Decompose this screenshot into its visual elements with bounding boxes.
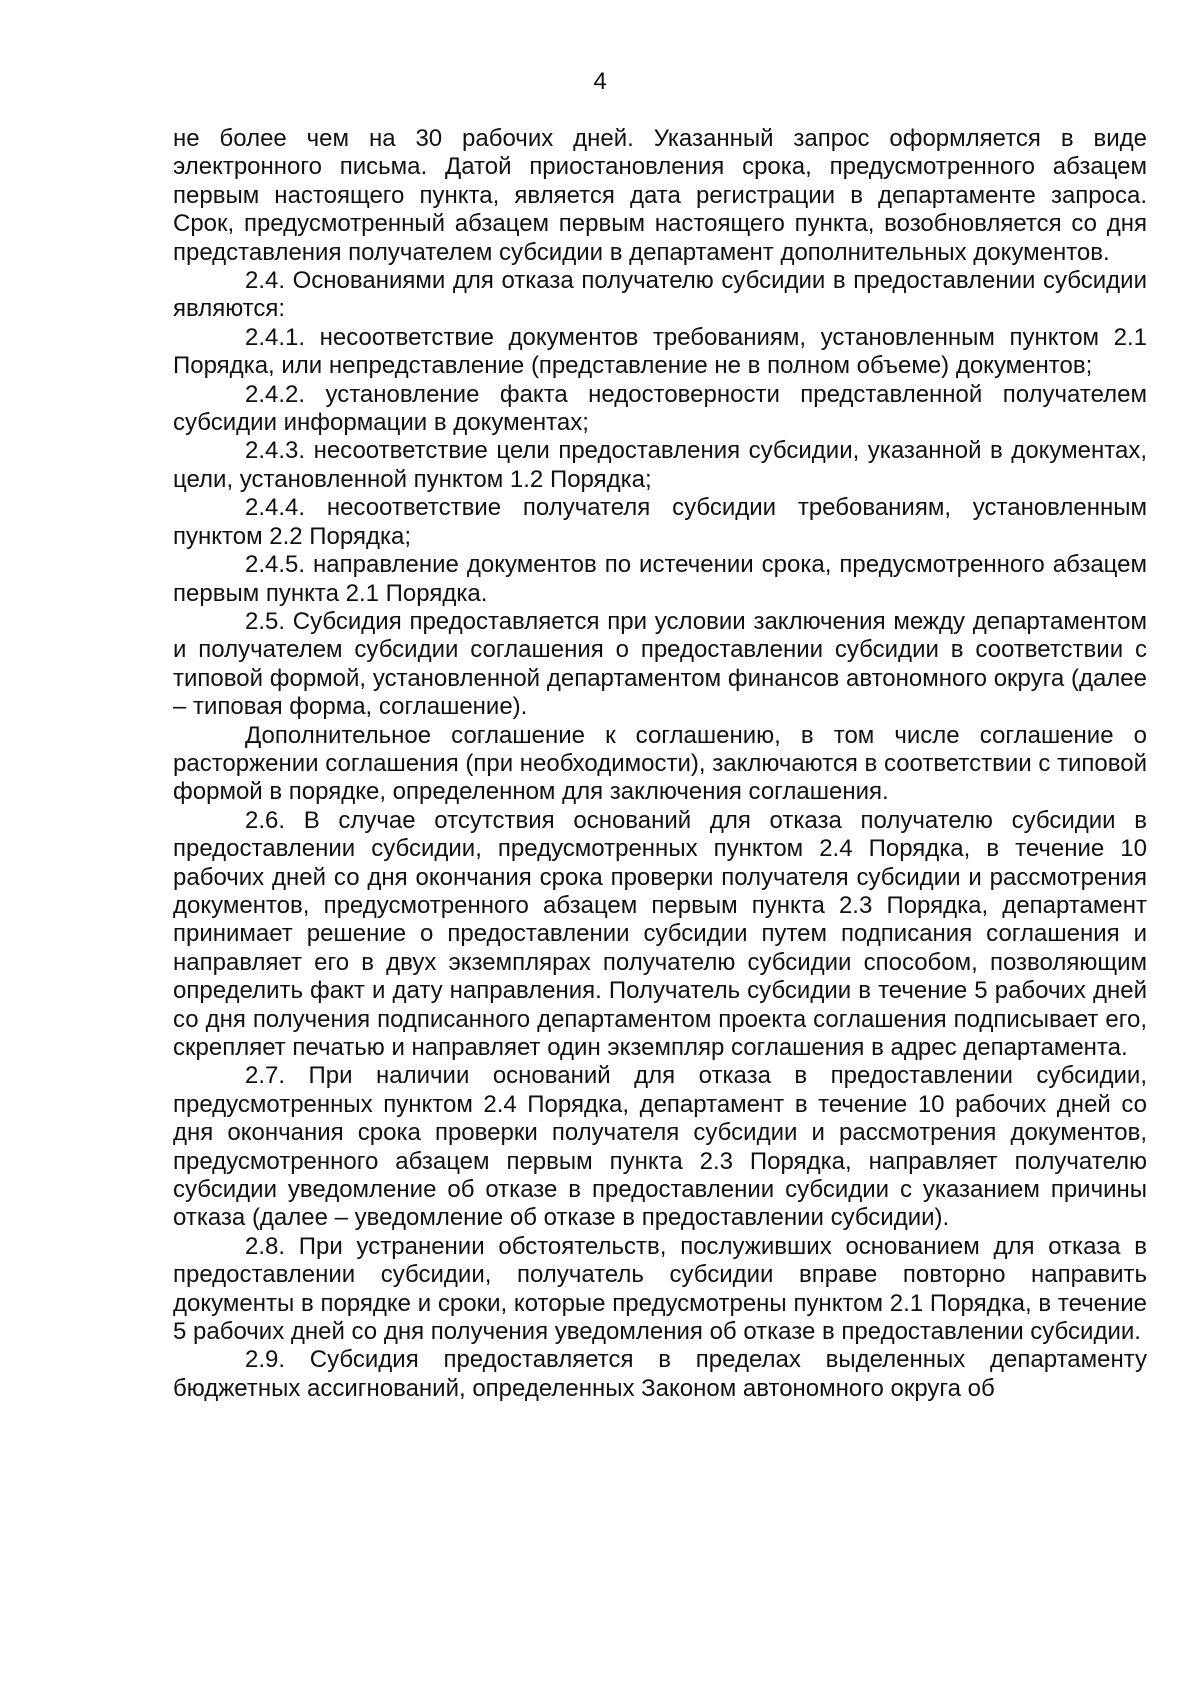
paragraph-2-5: 2.5. Субсидия предоставляется при условии заключения между департаментом и получателем субсидии соглашения о предоставлении субсидии в соответствии с типовой формой, установленной департаментом финансов автономного округа (далее – типовая форма, соглашение). [173,607,1147,721]
paragraph-continuation: не более чем на 30 рабочих дней. Указанный запрос оформляется в виде электронного письма. Датой приостановления срока, предусмотренного абзацем первым настоящего пункта, является дата регистрации в департаменте запроса. Срок, предусмотренный абзацем первым настоящего пункта, возобновляется со дня представления получателем субсидии в департамент дополнительных документов. [173,125,1147,266]
paragraph-2-4-4: 2.4.4. несоответствие получателя субсидии требованиям, установленным пунктом 2.2 Порядка; [173,494,1147,550]
paragraph-2-4-3: 2.4.3. несоответствие цели предоставления субсидии, указанной в документах, цели, установленной пунктом 1.2 Порядка; [173,437,1147,493]
document-body [173,125,1147,1403]
paragraph-2-9: 2.9. Субсидия предоставляется в пределах выделенных департаменту бюджетных ассигнований, определенных Законом автономного округа об [173,1346,1147,1402]
paragraph-2-8: 2.8. При устранении обстоятельств, послуживших основанием для отказа в предоставлении субсидии, получатель субсидии вправе повторно направить документы в порядке и сроки, которые предусмотрены пунктом 2.1 Порядка, в течение 5 рабочих дней со дня получения уведомления об отказе в предоставлении субсидии. [173,1232,1147,1346]
paragraph-2-4-2: 2.4.2. установление факта недостоверности представленной получателем субсидии информации в документах; [173,380,1147,437]
paragraph-2-7: 2.7. При наличии оснований для отказа в предоставлении субсидии, предусмотренных пунктом 2.4 Порядка, департамент в течение 10 рабочих дней со дня окончания срока проверки получателя субсидии и рассмотрения документов, предусмотренного абзацем первым пункта 2.3 Порядка, направляет получателю субсидии уведомление об отказе в предоставлении субсидии с указанием причины отказа (далее – уведомление об отказе в предоставлении субсидии). [173,1062,1147,1232]
paragraph-2-5-additional: Дополнительное соглашение к соглашению, в том числе соглашение о расторжении соглашения (при необходимости), заключаются в соответствии с типовой формой в порядке, определенном для заключения соглашения. [173,721,1147,806]
paragraph-2-4: 2.4. Основаниями для отказа получателю субсидии в предоставлении субсидии являются: [173,267,1147,323]
page-number: 4 [593,68,607,95]
paragraph-2-6: 2.6. В случае отсутствия оснований для отказа получателю субсидии в предоставлении субсидии, предусмотренных пунктом 2.4 Порядка, в течение 10 рабочих дней со дня окончания срока проверки получателя субсидии и рассмотрения документов, предусмотренного абзацем первым пункта 2.3 Порядка, департамент принимает решение о предоставлении субсидии путем подписания соглашения и направляет его в двух экземплярах получателю субсидии способом, позволяющим определить факт и дату направления. Получатель субсидии в течение 5 рабочих дней со дня получения подписанного департаментом проекта соглашения подписывает его, скрепляет печатью и направляет один экземпляр соглашения в адрес департамента. [173,806,1147,1061]
paragraph-2-4-5: 2.4.5. направление документов по истечении срока, предусмотренного абзацем первым пункта 2.1 Порядка. [173,551,1147,607]
paragraph-2-4-1: 2.4.1. несоответствие документов требованиям, установленным пунктом 2.1 Порядка, или непредставление (представление не в полном объеме) документов; [173,323,1147,380]
